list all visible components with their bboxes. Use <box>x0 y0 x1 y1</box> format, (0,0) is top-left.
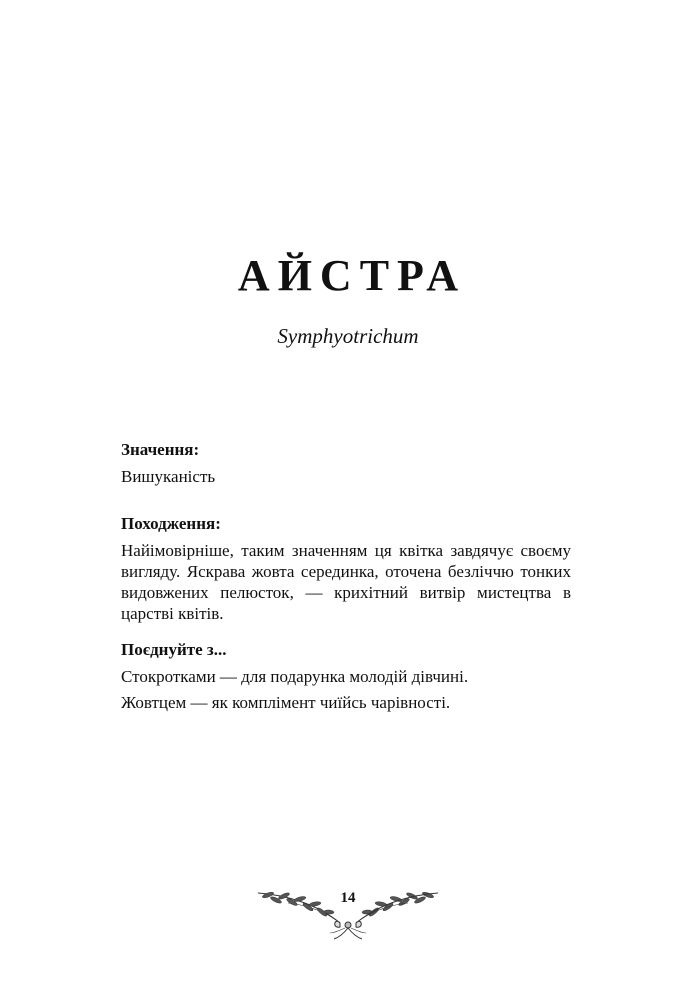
combine-line: Жовтцем — як комплімент чиїйсь чарівності. <box>121 693 451 712</box>
combine-heading: Поєднуйте з... <box>121 640 227 659</box>
combine-line: Стокротками — для подарунка молодій дівчині. <box>121 667 469 686</box>
page-footer <box>248 883 448 943</box>
origin-text: Найімовірніше, таким значенням ця квітка завдячує своєму вигляду. Яскрава жовта серединка, оточена безліччю тонких видовжених пелюсток, — крихітний витвір мистецтва в царстві квітів. <box>121 541 571 623</box>
flower-title: АЙСТРА <box>237 251 467 300</box>
meaning-heading: Значення: <box>121 440 200 459</box>
page-number: 14 <box>340 890 356 906</box>
combine-section <box>121 639 571 713</box>
meaning-text: Вишуканість <box>121 467 216 486</box>
origin-heading: Походження: <box>121 514 221 533</box>
latin-name: Symphyotrichum <box>277 324 419 348</box>
origin-section <box>121 513 571 624</box>
meaning-section <box>121 439 571 487</box>
